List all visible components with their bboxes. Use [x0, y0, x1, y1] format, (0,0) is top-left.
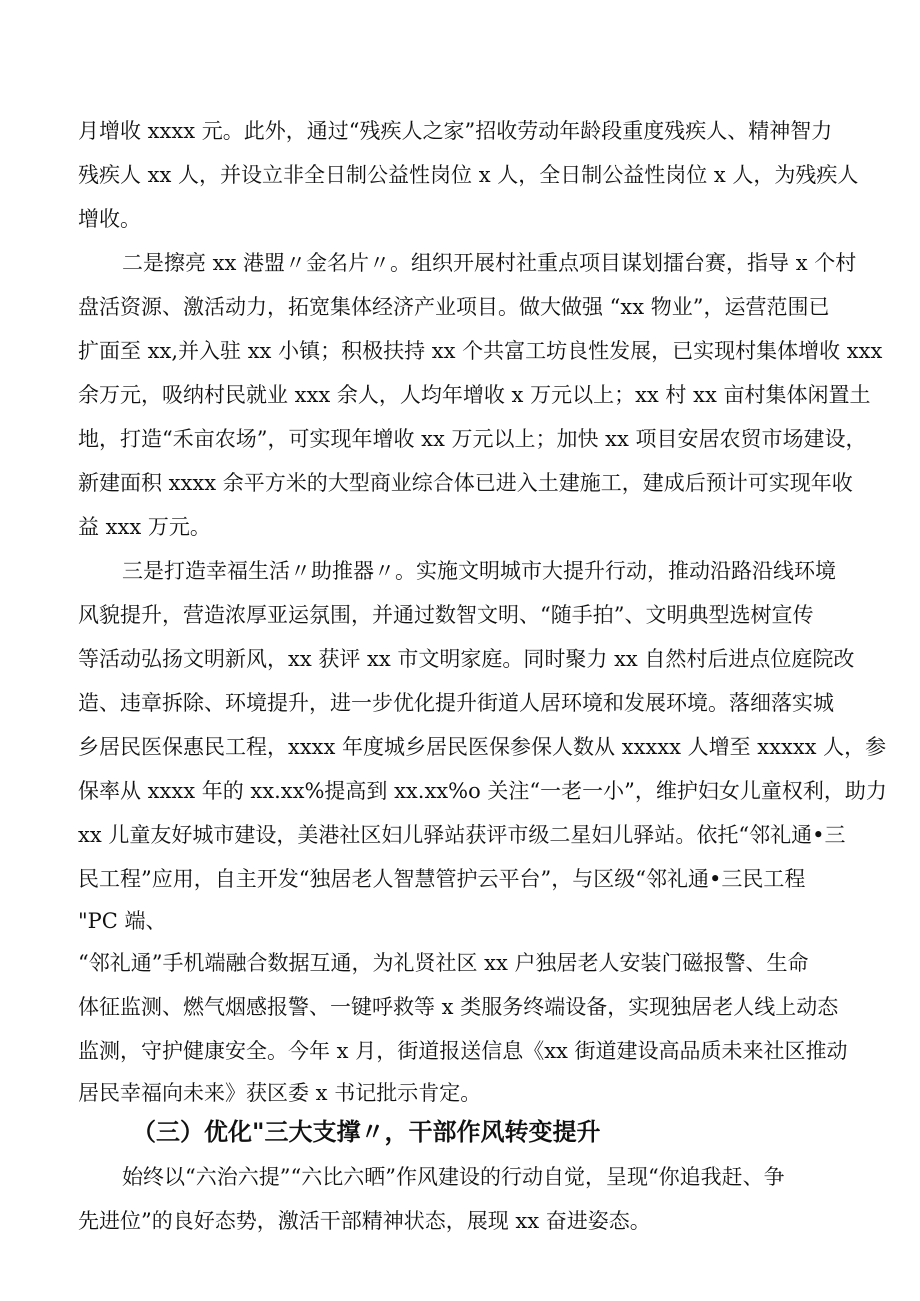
text-line: 三是打造幸福生活〃助推器〃。实施文明城市大提升行动，推动沿路沿线环境: [122, 559, 836, 583]
text-line: “邻礼通”手机端融合数据互通，为礼贤社区 xx 户独居老人安装门磁报警、生命: [78, 951, 809, 975]
text-line: 乡居民医保惠民工程，xxxx 年度城乡居民医保参保人数从 xxxxx 人增至 xxxxx 人，参: [78, 735, 887, 759]
text-line: 增收。: [78, 207, 141, 231]
text-line: 盘活资源、激活动力，拓宽集体经济产业项目。做大做强 “xx 物业”，运营范围已: [78, 295, 830, 319]
text-line: 残疾人 xx 人，并设立非全日制公益性岗位 x 人，全日制公益性岗位 x 人，为残疾人: [78, 163, 859, 187]
text-line: 风貌提升，营造浓厚亚运氛围，并通过数智文明、“随手拍”、文明典型选树宣传: [78, 603, 814, 627]
text-line: 始终以“六治六提”“六比六晒”作风建设的行动自觉，呈现“你追我赶、争: [122, 1165, 785, 1189]
text-line: 民工程”应用，自主开发“独居老人智慧管护云平台”，与区级“邻礼通•三民工程: [78, 867, 806, 891]
text-line: 新建面积 xxxx 余平方米的大型商业综合体已进入土建施工，建成后预计可实现年收: [78, 471, 853, 495]
text-line: 体征监测、燃气烟感报警、一键呼救等 x 类服务终端设备，实现独居老人线上动态: [78, 995, 839, 1019]
text-line: xx 儿童友好城市建设，美港社区妇儿驿站获评市级二星妇儿驿站。依托“邻礼通•三: [78, 823, 846, 847]
text-line: 保率从 xxxx 年的 xx.xx%提高到 xx.xx%o 关注“一老一小”，维护妇女儿童权利，助力: [78, 779, 887, 803]
text-line: 益 xxx 万元。: [78, 515, 211, 539]
section-heading: （三）优化"三大支撑〃，干部作风转变提升: [132, 1118, 601, 1146]
text-line: 居民幸福向未来》获区委 x 书记批示肯定。: [78, 1081, 482, 1105]
text-line: 月增收 xxxx 元。此外，通过“残疾人之家”招收劳动年龄段重度残疾人、精神智力: [78, 119, 833, 143]
text-line: 等活动弘扬文明新风，xx 获评 xx 市文明家庭。同时聚力 xx 自然村后进点位庭院改: [78, 647, 855, 671]
text-line: 地，打造“禾亩农场”，可实现年增收 xx 万元以上；加快 xx 项目安居农贸市场建设，: [78, 427, 867, 451]
text-line: 造、违章拆除、环境提升，进一步优化提升街道人居环境和发展环境。落细落实城: [78, 691, 834, 715]
text-line: 二是擦亮 xx 港盟〃金名片〃。组织开展村社重点项目谋划擂台赛，指导 x 个村: [122, 251, 857, 275]
text-line: 先进位”的良好态势，激活干部精神状态，展现 xx 奋进姿态。: [78, 1209, 651, 1233]
text-line: 监测，守护健康安全。今年 x 月，街道报送信息《xx 街道建设高品质未来社区推动: [78, 1039, 848, 1063]
text-line: "PC 端、: [78, 909, 167, 933]
text-line: 扩面至 xx,并入驻 xx 小镇；积极扶持 xx 个共富工坊良性发展，已实现村集体增收 xxx: [78, 339, 883, 363]
text-line: 余万元，吸纳村民就业 xxx 余人，人均年增收 x 万元以上；xx 村 xx 亩村集体闲置土: [78, 383, 871, 407]
